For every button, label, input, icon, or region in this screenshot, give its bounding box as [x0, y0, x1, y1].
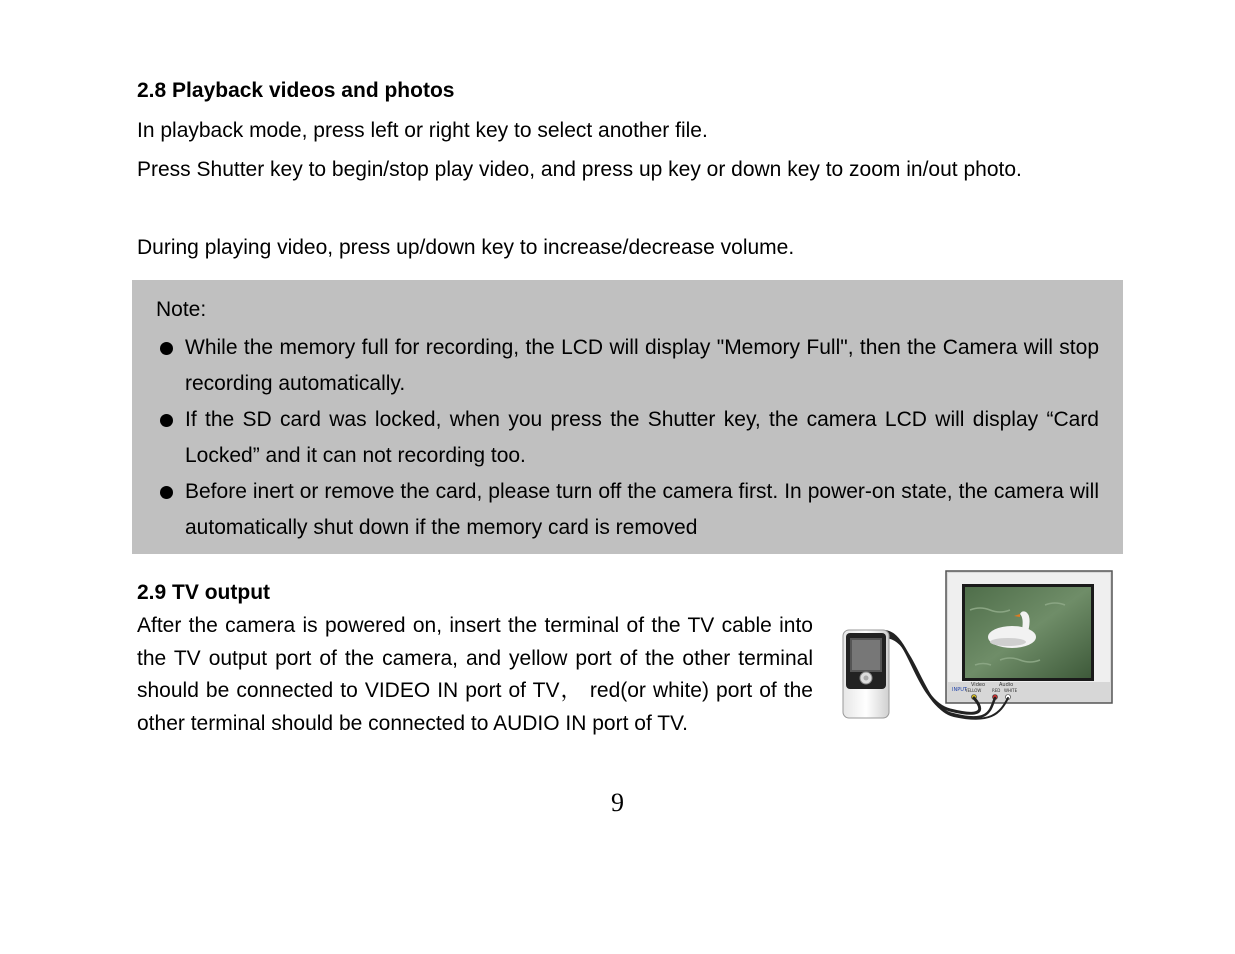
tv-white-label: WHITE	[1004, 688, 1018, 693]
camera-icon	[843, 630, 889, 718]
paragraph: Press Shutter key to begin/stop play video, and press up key or down key to zoom in/out photo.	[137, 158, 1022, 181]
tv-input-label: INPUT	[952, 687, 967, 693]
note-list	[132, 330, 1123, 546]
tv-icon	[946, 571, 1112, 703]
bullet-icon	[160, 342, 173, 355]
section-number: 2.8	[137, 79, 167, 102]
tv-video-label: Video	[971, 682, 986, 688]
tv-yellow-label: YELLOW	[965, 688, 982, 693]
paragraph: In playback mode, press left or right key to select another file.	[137, 119, 708, 142]
note-item-text: Before inert or remove the card, please turn off the camera first. In power-on state, the camera will automatically shut down if the memory card is removed	[185, 480, 1099, 539]
bullet-icon	[160, 486, 173, 499]
section-2-9-heading	[137, 581, 270, 605]
paragraph: During playing video, press up/down key to increase/decrease volume.	[137, 236, 795, 259]
section-title: TV output	[172, 581, 271, 604]
section-2-8-heading	[137, 79, 454, 103]
tv-red-label: RED	[992, 688, 1001, 693]
note-item-text: While the memory full for recording, the LCD will display "Memory Full", then the Camera will stop recording automatically.	[185, 336, 1099, 395]
note-item-text: If the SD card was locked, when you press the Shutter key, the camera LCD will display “Card Locked” and it can not recording too.	[185, 408, 1099, 467]
note-label: Note:	[156, 298, 207, 321]
tv-connection-illustration	[840, 570, 1115, 720]
tv-output-paragraph: After the camera is powered on, insert the terminal of the TV cable into the TV output port of the camera, and yellow port of the other terminal should be connected to VIDEO IN port of TV， red(or white) port of the other terminal should be connected to AUDIO IN port of TV.	[137, 614, 813, 736]
tv-camera-illustration-svg	[840, 570, 1115, 720]
bullet-icon	[160, 414, 173, 427]
note-item	[132, 330, 1123, 402]
section-title: Playback videos and photos	[172, 79, 455, 102]
note-box	[132, 280, 1123, 554]
tv-audio-label: Audio	[999, 682, 1014, 688]
page-number: 9	[611, 788, 624, 817]
section-number: 2.9	[137, 581, 167, 604]
note-item	[132, 402, 1123, 474]
note-item	[132, 474, 1123, 546]
